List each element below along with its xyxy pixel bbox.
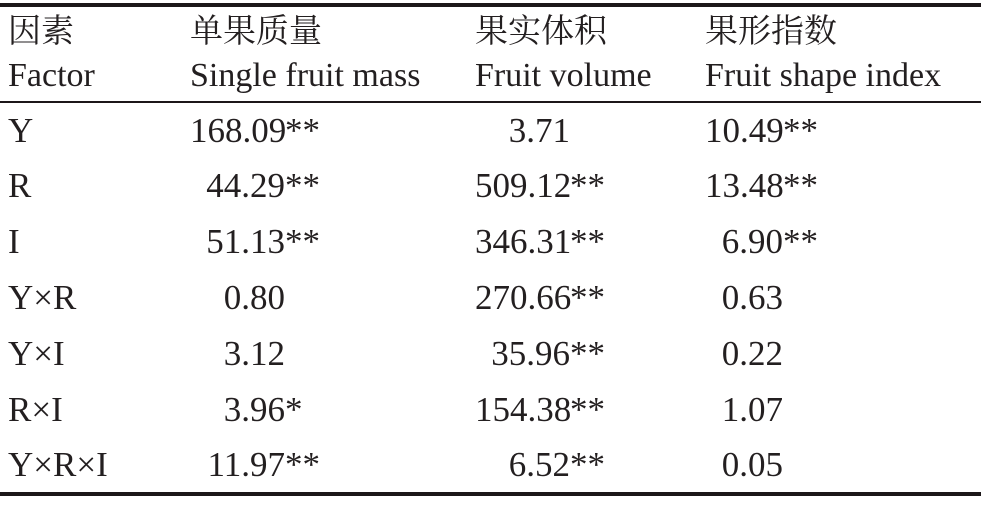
significance-stars: ** bbox=[285, 110, 320, 150]
significance-stars: ** bbox=[285, 166, 320, 205]
value-cell-fruit-volume bbox=[475, 326, 705, 382]
significance-stars: ** bbox=[570, 390, 605, 429]
header-fruit-volume-zh: 果实体积 bbox=[475, 14, 607, 50]
significance-stars: ** bbox=[570, 166, 605, 205]
significance-stars: ** bbox=[783, 110, 818, 150]
table-row-yxi bbox=[0, 326, 981, 382]
significance-stars: ** bbox=[285, 222, 320, 261]
factor-label: R bbox=[8, 166, 32, 205]
value-cell-single-fruit-mass bbox=[190, 214, 475, 270]
f-value: 346.31 bbox=[475, 222, 572, 261]
f-value: 0.63 bbox=[721, 278, 783, 317]
f-value: 6.90 bbox=[721, 222, 783, 261]
value-cell-fruit-shape-index bbox=[705, 382, 981, 438]
value-cell-fruit-volume bbox=[475, 102, 705, 158]
header-factor-en: Factor bbox=[8, 57, 95, 94]
f-value: 270.66 bbox=[475, 278, 572, 317]
value-cell-fruit-shape-index bbox=[705, 438, 981, 494]
header-cell-fruit-volume bbox=[475, 5, 705, 102]
f-value: 1.07 bbox=[721, 390, 783, 429]
f-value: 3.12 bbox=[223, 334, 285, 373]
table-row-rxi bbox=[0, 382, 981, 438]
table-body bbox=[0, 102, 981, 494]
value-cell-single-fruit-mass bbox=[190, 158, 475, 214]
significance-stars: ** bbox=[285, 445, 320, 484]
value-cell-single-fruit-mass bbox=[190, 270, 475, 326]
table-header bbox=[0, 5, 981, 102]
value-cell-fruit-shape-index bbox=[705, 214, 981, 270]
value-cell-fruit-volume bbox=[475, 158, 705, 214]
table-row-y bbox=[0, 102, 981, 158]
value-cell-fruit-volume bbox=[475, 438, 705, 494]
header-single-fruit-mass-en: Single fruit mass bbox=[190, 57, 421, 94]
f-value: 35.96 bbox=[491, 334, 570, 373]
header-row bbox=[0, 5, 981, 102]
factor-label: Y×I bbox=[8, 334, 65, 373]
f-value: 13.48 bbox=[705, 166, 784, 205]
significance-stars: ** bbox=[570, 222, 605, 261]
header-fruit-shape-index-en: Fruit shape index bbox=[705, 57, 942, 94]
significance-stars: ** bbox=[570, 334, 605, 373]
factor-label: Y×R×I bbox=[8, 445, 108, 484]
f-value: 51.13 bbox=[206, 222, 285, 261]
f-value: 44.29 bbox=[206, 166, 285, 205]
f-value: 154.38 bbox=[475, 390, 572, 429]
header-fruit-volume-en: Fruit volume bbox=[475, 57, 652, 94]
header-factor-zh: 因素 bbox=[8, 14, 74, 50]
factor-label: I bbox=[8, 222, 20, 261]
significance-stars: ** bbox=[570, 445, 605, 484]
f-value: 0.05 bbox=[721, 445, 783, 484]
table-row-r bbox=[0, 158, 981, 214]
value-cell-fruit-volume bbox=[475, 382, 705, 438]
value-cell-fruit-shape-index bbox=[705, 158, 981, 214]
header-single-fruit-mass-zh: 单果质量 bbox=[190, 14, 322, 50]
significance-stars: ** bbox=[783, 166, 818, 205]
header-cell-single-fruit-mass bbox=[190, 5, 475, 102]
f-value: 6.52 bbox=[508, 445, 570, 484]
f-value: 11.97 bbox=[207, 445, 285, 484]
f-value: 10.49 bbox=[705, 110, 784, 150]
value-cell-fruit-volume bbox=[475, 214, 705, 270]
f-value: 0.80 bbox=[223, 278, 285, 317]
significance-stars: ** bbox=[783, 222, 818, 261]
value-cell-fruit-shape-index bbox=[705, 326, 981, 382]
table-row-yxr bbox=[0, 270, 981, 326]
value-cell-fruit-volume bbox=[475, 270, 705, 326]
f-value: 0.22 bbox=[721, 334, 783, 373]
value-cell-single-fruit-mass bbox=[190, 326, 475, 382]
factor-label: Y×R bbox=[8, 278, 77, 317]
paper-table-page bbox=[0, 3, 981, 516]
table-row-yxrxi bbox=[0, 438, 981, 494]
table-row-i bbox=[0, 214, 981, 270]
header-cell-factor bbox=[0, 5, 190, 102]
header-cell-fruit-shape-index bbox=[705, 5, 981, 102]
value-cell-fruit-shape-index bbox=[705, 270, 981, 326]
f-value: 3.71 bbox=[508, 110, 570, 150]
value-cell-single-fruit-mass bbox=[190, 438, 475, 494]
f-value: 509.12 bbox=[475, 166, 572, 205]
factor-label: R×I bbox=[8, 390, 63, 429]
significance-stars: ** bbox=[570, 278, 605, 317]
value-cell-single-fruit-mass bbox=[190, 382, 475, 438]
value-cell-fruit-shape-index bbox=[705, 102, 981, 158]
significance-stars: * bbox=[285, 390, 303, 429]
f-value: 168.09 bbox=[190, 110, 287, 150]
value-cell-single-fruit-mass bbox=[190, 102, 475, 158]
header-fruit-shape-index-zh: 果形指数 bbox=[705, 14, 837, 50]
factor-label: Y bbox=[8, 110, 34, 150]
f-value: 3.96 bbox=[223, 390, 285, 429]
anova-f-value-table bbox=[0, 3, 981, 496]
